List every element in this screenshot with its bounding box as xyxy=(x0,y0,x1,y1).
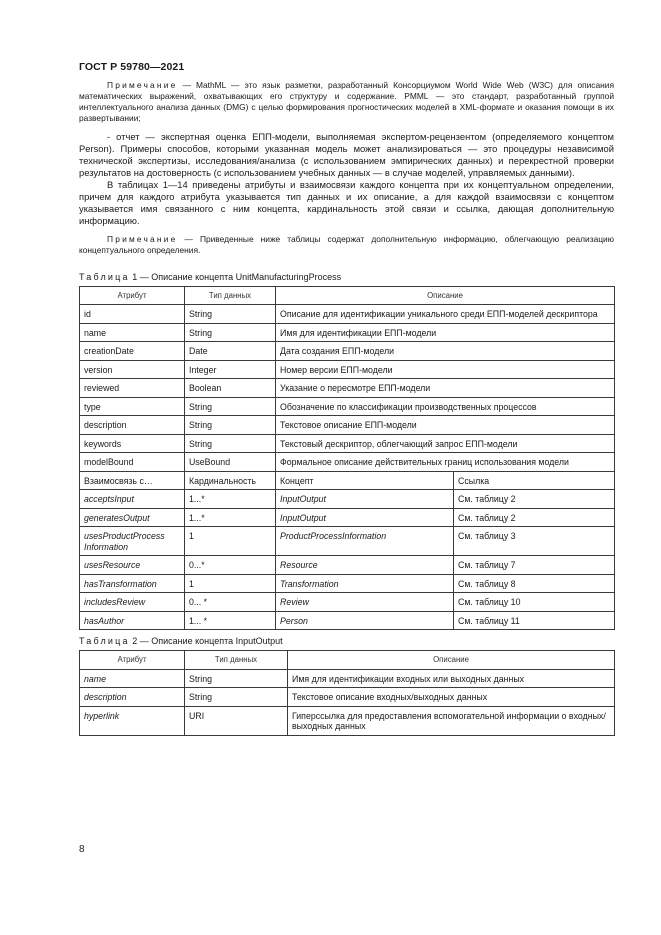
type-cell: Boolean xyxy=(185,379,276,398)
type-cell: String xyxy=(185,305,276,324)
relations-header-row xyxy=(80,471,615,490)
relation-row xyxy=(80,490,615,509)
relation-cell: usesResource xyxy=(80,556,185,575)
paragraph-tables-intro: В таблицах 1—14 приведены атрибуты и взаимосвязи каждого концепта при их концептуальном определении, причем для каждого атрибута указывается тип данных и их описание, а для каждой взаимосвязи с концептом указывается имя связанного с ним концепта, кардинальность этой связи и ссылка, дающая дополнительную информацию. xyxy=(79,179,614,226)
relation-row xyxy=(80,574,615,593)
reference-cell: См. таблицу 10 xyxy=(454,593,615,612)
attribute-cell: type xyxy=(80,397,185,416)
attribute-cell: creationDate xyxy=(80,342,185,361)
concept-cell: InputOutput xyxy=(276,508,454,527)
description-cell: Гиперссылка для предоставления вспомогательной информации о входных/выходных данных xyxy=(288,706,615,735)
header-cell: Атрибут xyxy=(80,651,185,670)
description-cell: Дата создания ЕПП-модели xyxy=(276,342,615,361)
table-caption-text: 1 — Описание концепта UnitManufacturingProcess xyxy=(129,271,342,282)
relation-cell: hasAuthor xyxy=(80,611,185,630)
type-cell: String xyxy=(185,323,276,342)
description-cell: Указание о пересмотре ЕПП-модели xyxy=(276,379,615,398)
table-row xyxy=(80,434,615,453)
type-cell: Integer xyxy=(185,360,276,379)
relation-row xyxy=(80,593,615,612)
attribute-cell: keywords xyxy=(80,434,185,453)
cardinality-cell: 1... * xyxy=(185,611,276,630)
relation-row xyxy=(80,556,615,575)
table-1-caption xyxy=(79,272,614,282)
header-cell: Описание xyxy=(276,286,615,305)
table-row xyxy=(80,379,615,398)
paragraph-report: - отчет — экспертная оценка ЕПП-модели, выполняемая экспертом-рецензентом (определяемого концептом Person). Примеры способов, которыми указанная модель может анализироваться — это процедуры независимой технической экспертизы, исследования/анализа (с использованием эмпирических данных) и перекрестной проверки результатов на достоверность (с использованием учебных данных — в случае моделей, управляемых данными). xyxy=(79,131,614,179)
reference-cell: См. таблицу 3 xyxy=(454,527,615,556)
concept-cell: Review xyxy=(276,593,454,612)
note-2 xyxy=(79,234,614,256)
description-cell: Имя для идентификации входных или выходных данных xyxy=(288,669,615,688)
description-cell: Имя для идентификации ЕПП-модели xyxy=(276,323,615,342)
description-cell: Описание для идентификации уникального среди ЕПП-моделей дескриптора xyxy=(276,305,615,324)
cardinality-cell: 0...* xyxy=(185,556,276,575)
table-row xyxy=(80,453,615,472)
relation-row xyxy=(80,527,615,556)
reference-cell: См. таблицу 7 xyxy=(454,556,615,575)
document-code: ГОСТ Р 59780—2021 xyxy=(79,61,185,73)
table-2-caption xyxy=(79,636,614,646)
description-cell: Текстовое описание ЕПП-модели xyxy=(276,416,615,435)
reference-cell: См. таблицу 8 xyxy=(454,574,615,593)
description-cell: Текстовое описание входных/выходных данных xyxy=(288,688,615,707)
table-row xyxy=(80,416,615,435)
description-cell: Номер версии ЕПП-модели xyxy=(276,360,615,379)
table-caption-text: 2 — Описание концепта InputOutput xyxy=(129,636,283,647)
relation-cell: generatesOutput xyxy=(80,508,185,527)
attribute-cell: name xyxy=(80,669,185,688)
concept-cell: Resource xyxy=(276,556,454,575)
table-row xyxy=(80,323,615,342)
relation-cell: acceptsInput xyxy=(80,490,185,509)
table-2 xyxy=(79,650,615,736)
reference-cell: См. таблицу 2 xyxy=(454,490,615,509)
type-cell: Date xyxy=(185,342,276,361)
header-cell: Тип данных xyxy=(185,286,276,305)
relation-row xyxy=(80,611,615,630)
relation-header-cell: Концепт xyxy=(276,471,454,490)
attribute-cell: description xyxy=(80,688,185,707)
table-row xyxy=(80,706,615,735)
cardinality-cell: 0... * xyxy=(185,593,276,612)
reference-cell: См. таблицу 2 xyxy=(454,508,615,527)
type-cell: UseBound xyxy=(185,453,276,472)
relation-header-cell: Кардинальность xyxy=(185,471,276,490)
table-1 xyxy=(79,286,615,631)
attribute-cell: hyperlink xyxy=(80,706,185,735)
attribute-cell: version xyxy=(80,360,185,379)
relation-row xyxy=(80,508,615,527)
description-cell: Обозначение по классификации производственных процессов xyxy=(276,397,615,416)
header-cell: Описание xyxy=(288,651,615,670)
attribute-cell: description xyxy=(80,416,185,435)
table-header-row xyxy=(80,651,615,670)
attribute-cell: id xyxy=(80,305,185,324)
cardinality-cell: 1 xyxy=(185,527,276,556)
table-row xyxy=(80,342,615,361)
relation-cell: hasTransformation xyxy=(80,574,185,593)
relation-header-cell: Ссылка xyxy=(454,471,615,490)
note-text: — Приведенные ниже таблицы содержат дополнительную информацию, облегчающую реализацию концептуального определения. xyxy=(79,233,614,255)
type-cell: String xyxy=(185,688,288,707)
type-cell: URI xyxy=(185,706,288,735)
attribute-cell: modelBound xyxy=(80,453,185,472)
note-label: Примечание xyxy=(107,80,178,90)
description-cell: Текстовый дескриптор, облегчающий запрос ЕПП-модели xyxy=(276,434,615,453)
page-content xyxy=(79,80,614,736)
cardinality-cell: 1 xyxy=(185,574,276,593)
attribute-cell: reviewed xyxy=(80,379,185,398)
table-row xyxy=(80,688,615,707)
type-cell: String xyxy=(185,669,288,688)
cardinality-cell: 1...* xyxy=(185,490,276,509)
table-row xyxy=(80,305,615,324)
cardinality-cell: 1...* xyxy=(185,508,276,527)
table-header-row xyxy=(80,286,615,305)
concept-cell: Transformation xyxy=(276,574,454,593)
table-label: Таблица xyxy=(79,636,130,647)
concept-cell: Person xyxy=(276,611,454,630)
table-row xyxy=(80,360,615,379)
type-cell: String xyxy=(185,416,276,435)
attribute-cell: name xyxy=(80,323,185,342)
concept-cell: ProductProcessInformation xyxy=(276,527,454,556)
type-cell: String xyxy=(185,434,276,453)
note-1 xyxy=(79,80,614,124)
note-label: Примечание xyxy=(107,233,178,244)
table-label: Таблица xyxy=(79,271,130,282)
concept-cell: InputOutput xyxy=(276,490,454,509)
relation-header-cell: Взаимосвязь с… xyxy=(80,471,185,490)
header-cell: Атрибут xyxy=(80,286,185,305)
note-text: — MathML — это язык разметки, разработанный Консорциумом World Wide Web (W3C) для описания математических выражений, охватывающих его структуру и содержание. PMML — это стандарт, разработанный группой интеллектуального анализа данных (DMG) с целью формирования прогностических моделей в XML-формате и оказания помощи в их развертывании; xyxy=(79,80,614,124)
table-row xyxy=(80,397,615,416)
type-cell: String xyxy=(185,397,276,416)
header-cell: Тип данных xyxy=(185,651,288,670)
table-row xyxy=(80,669,615,688)
reference-cell: См. таблицу 11 xyxy=(454,611,615,630)
page-number: 8 xyxy=(79,844,85,855)
relation-cell: usesProductProcess Information xyxy=(80,527,185,556)
description-cell: Формальное описание действительных границ использования модели xyxy=(276,453,615,472)
relation-cell: includesReview xyxy=(80,593,185,612)
